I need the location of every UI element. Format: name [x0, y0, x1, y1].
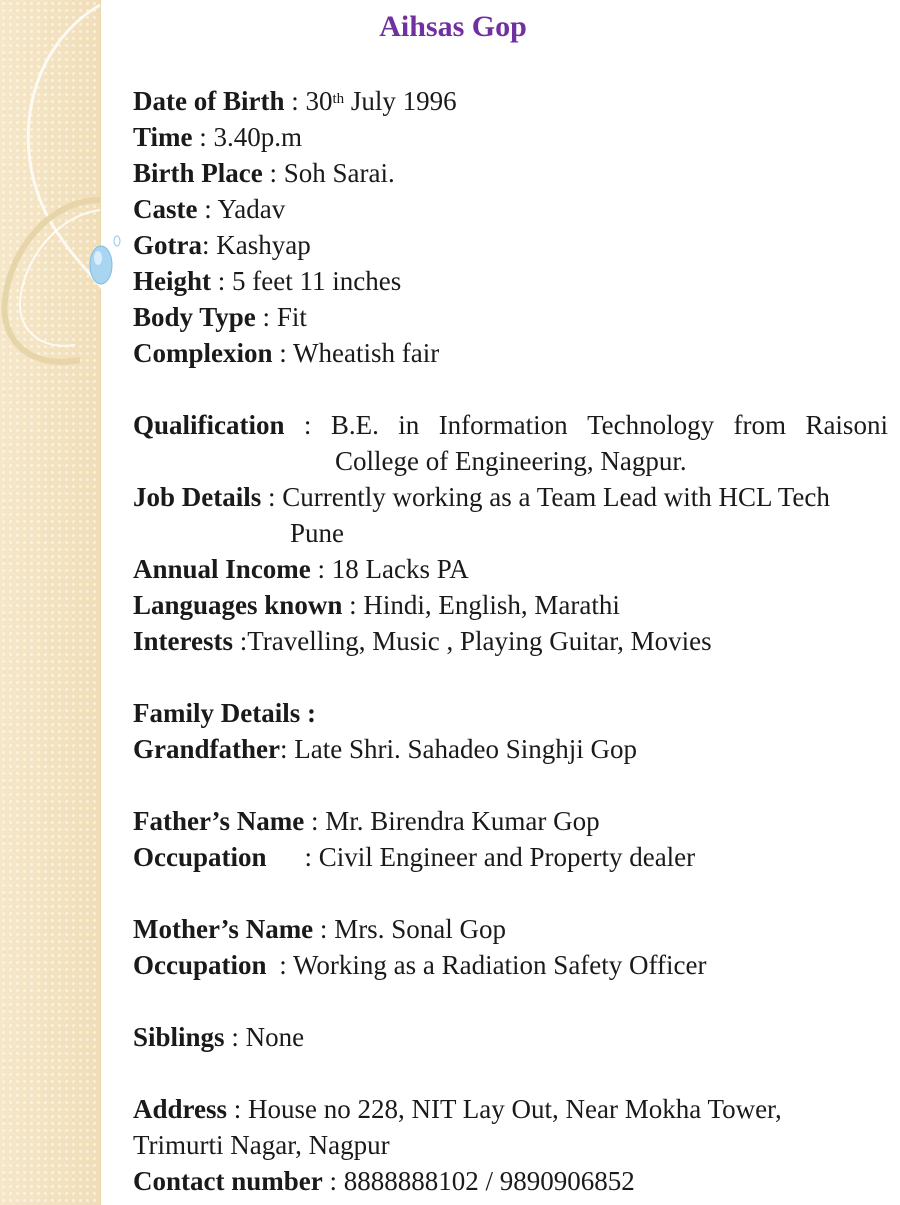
dob-label: Date of Birth — [133, 86, 285, 116]
grandfather-row: Grandfather: Late Shri. Sahadeo Singhji Gop — [133, 734, 637, 764]
complexion-value: Wheatish fair — [293, 338, 440, 368]
contact-number-row: Contact number : 8888888102 / 9890906852 — [133, 1166, 635, 1196]
mother-occupation-value: Working as a Radiation Safety Officer — [293, 950, 707, 980]
interests-row: Interests :Travelling, Music , Playing Guitar, Movies — [133, 626, 712, 656]
siblings-value: None — [245, 1022, 305, 1052]
dob-row: Date of Birth : 30th July 1996 — [133, 86, 457, 116]
interests-value: Travelling, Music , Playing Guitar, Movies — [247, 626, 712, 656]
mother-occupation-row: Occupation : Working as a Radiation Safety Officer — [133, 950, 707, 980]
father-row: Father’s Name : Mr. Birendra Kumar Gop — [133, 806, 600, 836]
address-value: House no 228, NIT Lay Out, Near Mokha Tower, — [248, 1094, 782, 1124]
caste-row: Caste : Yadav — [133, 194, 286, 224]
languages-row: Languages known : Hindi, English, Marathi — [133, 590, 620, 620]
body-type-value: Fit — [276, 302, 307, 332]
job-row: Job Details : Currently working as a Team Lead with HCL Tech — [133, 482, 830, 512]
income-row: Annual Income : 18 Lacks PA — [133, 554, 469, 584]
swirl-decoration-icon — [0, 0, 130, 400]
grandfather-value: Late Shri. Sahadeo Singhji Gop — [294, 734, 637, 764]
father-occupation-value: Civil Engineer and Property dealer — [318, 842, 696, 872]
time-value: 3.40p.m — [213, 122, 303, 152]
siblings-row: Siblings : None — [133, 1022, 305, 1052]
family-heading: Family Details : — [133, 698, 316, 728]
mother-row: Mother’s Name : Mrs. Sonal Gop — [133, 914, 506, 944]
languages-value: Hindi, English, Marathi — [363, 590, 620, 620]
decorative-sidebar — [0, 0, 101, 1205]
height-row: Height : 5 feet 11 inches — [133, 266, 402, 296]
job-value: Currently working as a Team Lead with HCL Tech — [282, 482, 830, 512]
dob-day: 30 — [305, 86, 333, 116]
address-continuation: Trimurti Nagar, Nagpur — [133, 1130, 390, 1160]
address-row: Address : House no 228, NIT Lay Out, Near Mokha Tower, — [133, 1094, 782, 1124]
caste-value: Yadav — [217, 194, 286, 224]
page-title: Aihsas Gop — [379, 10, 527, 43]
qualification-row: Qualification : B.E. in Information Technology from Raisoni — [133, 407, 888, 443]
father-occupation-row: Occupation : Civil Engineer and Property dealer — [133, 842, 696, 872]
dob-rest: July 1996 — [344, 86, 457, 116]
job-continuation: Pune — [290, 518, 344, 548]
body-type-row: Body Type : Fit — [133, 302, 307, 332]
father-value: Mr. Birendra Kumar Gop — [325, 806, 600, 836]
income-value: 18 Lacks PA — [331, 554, 469, 584]
gotra-row: Gotra: Kashyap — [133, 230, 311, 260]
qualification-label: Qualification — [133, 410, 285, 440]
complexion-row: Complexion : Wheatish fair — [133, 338, 440, 368]
qualification-continuation: College of Engineering, Nagpur. — [335, 446, 687, 476]
time-row: Time : 3.40p.m — [133, 122, 303, 152]
birth-place-value: Soh Sarai. — [283, 158, 395, 188]
mother-value: Mrs. Sonal Gop — [334, 914, 506, 944]
height-value: 5 feet 11 inches — [232, 266, 402, 296]
contact-number-value: 8888888102 / 9890906852 — [343, 1166, 635, 1196]
birth-place-row: Birth Place : Soh Sarai. — [133, 158, 395, 188]
gotra-value: Kashyap — [216, 230, 311, 260]
